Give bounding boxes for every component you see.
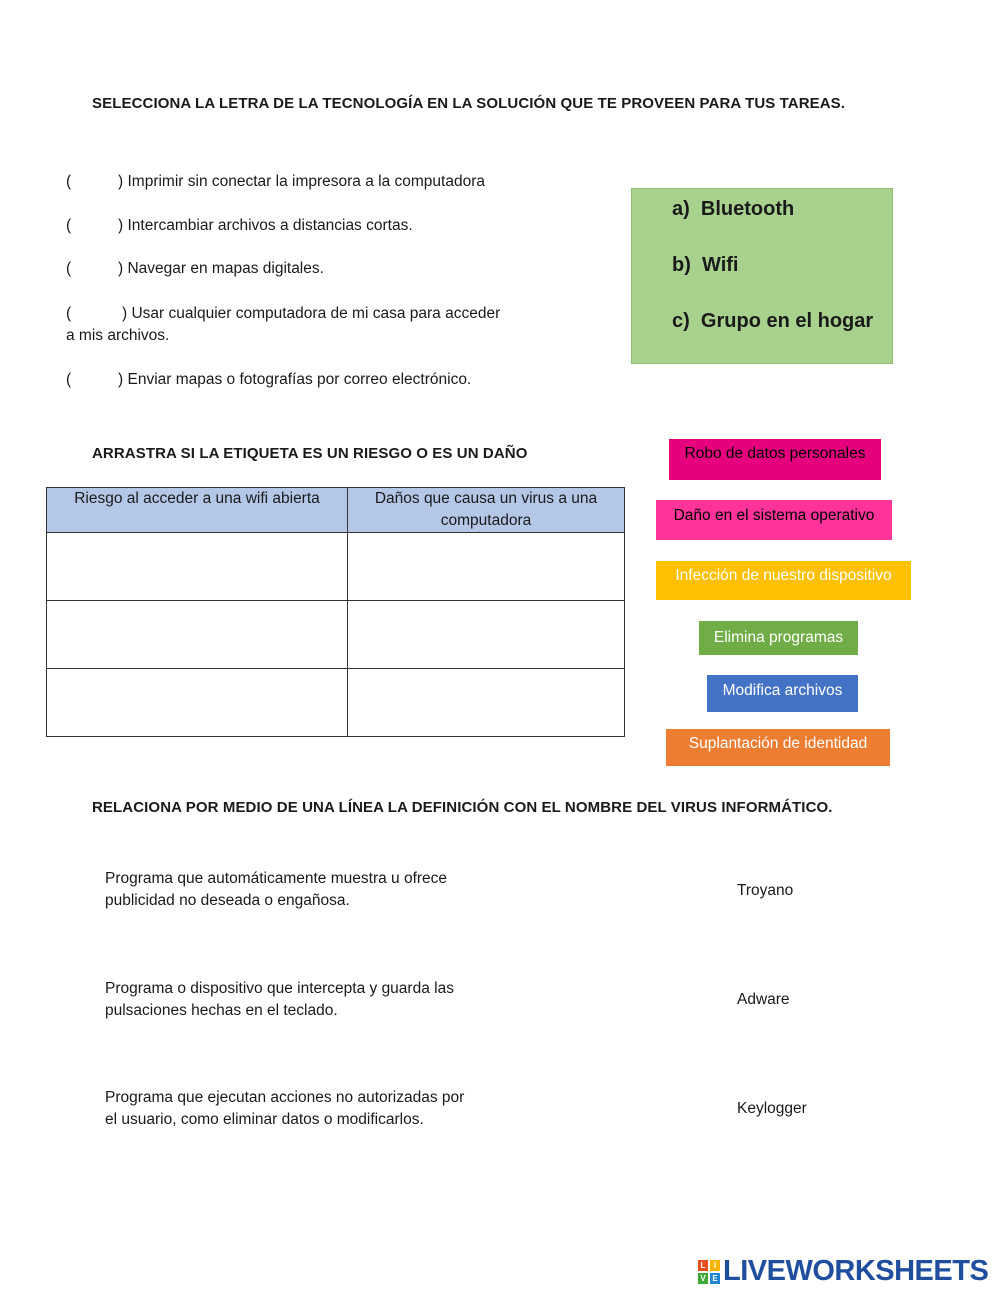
table-header-row: [47, 488, 625, 533]
answer-input-2[interactable]: [74, 216, 114, 238]
answer-input-4[interactable]: [76, 304, 116, 326]
question-1: [66, 171, 485, 193]
paren-close: ): [118, 371, 124, 388]
definition-line: pulsaciones hechas en el teclado.: [105, 1002, 338, 1019]
drop-zone[interactable]: [348, 669, 625, 737]
option-a: [672, 198, 794, 221]
drop-zone[interactable]: [47, 601, 348, 669]
logo-letter: V: [698, 1273, 708, 1284]
virus-name-troyano[interactable]: Troyano: [737, 882, 794, 899]
option-letter: a): [672, 198, 690, 220]
option-b: [672, 254, 739, 277]
paren-close: ): [118, 173, 124, 190]
section2-heading: ARRASTRA SI LA ETIQUETA ES UN RIESGO O ES UN DAÑO: [92, 445, 528, 462]
liveworksheets-logo: [698, 1255, 988, 1288]
logo-letter: L: [698, 1260, 708, 1271]
drag-tag-infeccion[interactable]: Infección de nuestro dispositivo: [656, 561, 911, 600]
option-letter: c): [672, 310, 690, 332]
section1-heading: SELECCIONA LA LETRA DE LA TECNOLOGÍA EN LA SOLUCIÓN QUE TE PROVEEN PARA TUS TAREAS.: [92, 95, 846, 112]
answer-input-5[interactable]: [74, 370, 114, 392]
answer-input-1[interactable]: [74, 172, 114, 194]
question-text: Enviar mapas o fotografías por correo electrónico.: [127, 371, 472, 388]
brand-text: LIVEWORKSHEETS: [723, 1255, 989, 1287]
question-text: Usar cualquier computadora de mi casa para acceder: [131, 305, 501, 322]
column-header-line: computadora: [440, 512, 532, 529]
definition-1[interactable]: [105, 868, 485, 912]
drop-zone[interactable]: [47, 533, 348, 601]
column-header-risk: Riesgo al acceder a una wifi abierta: [47, 488, 348, 533]
logo-letter: I: [710, 1260, 720, 1271]
definition-line: Programa o dispositivo que intercepta y guarda las: [105, 980, 454, 997]
question-2: [66, 215, 413, 237]
option-label: Bluetooth: [700, 198, 795, 220]
answer-input-3[interactable]: [74, 259, 114, 281]
drop-zone[interactable]: [348, 533, 625, 601]
paren-close: ): [122, 305, 128, 322]
table-row: [47, 533, 625, 601]
section3-heading: RELACIONA POR MEDIO DE UNA LÍNEA LA DEFINICIÓN CON EL NOMBRE DEL VIRUS INFORMÁTICO.: [92, 799, 833, 816]
definition-line: publicidad no deseada o engañosa.: [105, 892, 350, 909]
logo-mark-icon: [698, 1260, 720, 1284]
definition-line: Programa que ejecutan acciones no autorizadas por: [105, 1089, 465, 1106]
question-4: [66, 303, 500, 347]
column-header-damage: [348, 488, 625, 533]
question-text-cont: a mis archivos.: [66, 327, 170, 344]
paren-open: (: [66, 173, 72, 190]
drag-tag-dano-sistema[interactable]: Daño en el sistema operativo: [656, 500, 892, 540]
definition-3[interactable]: [105, 1087, 485, 1131]
paren-close: ): [118, 217, 124, 234]
paren-open: (: [66, 217, 72, 234]
definition-line: Programa que automáticamente muestra u ofrece: [105, 870, 448, 887]
table-row: [47, 601, 625, 669]
drop-zone[interactable]: [348, 601, 625, 669]
option-c: [672, 310, 873, 333]
paren-open: (: [66, 371, 72, 388]
paren-open: (: [66, 305, 72, 322]
definition-2[interactable]: [105, 978, 485, 1022]
option-letter: b): [672, 254, 691, 276]
drop-table: [46, 487, 625, 737]
question-text: Imprimir sin conectar la impresora a la computadora: [127, 173, 485, 190]
question-text: Navegar en mapas digitales.: [127, 260, 324, 277]
drag-tag-suplantacion[interactable]: Suplantación de identidad: [666, 729, 890, 766]
logo-letter: E: [710, 1273, 720, 1284]
option-label: Grupo en el hogar: [700, 310, 874, 332]
drag-tag-robo-datos[interactable]: Robo de datos personales: [669, 439, 881, 480]
question-5: [66, 369, 471, 391]
drag-tag-modifica-archivos[interactable]: Modifica archivos: [707, 675, 858, 712]
column-header-line: Daños que causa un virus a una: [374, 490, 598, 507]
virus-name-adware[interactable]: Adware: [737, 991, 790, 1008]
option-label: Wifi: [702, 254, 739, 276]
paren-open: (: [66, 260, 72, 277]
drag-tag-elimina-programas[interactable]: Elimina programas: [699, 621, 858, 655]
definition-line: el usuario, como eliminar datos o modificarlos.: [105, 1111, 424, 1128]
question-text: Intercambiar archivos a distancias cortas.: [127, 217, 413, 234]
paren-close: ): [118, 260, 124, 277]
table-row: [47, 669, 625, 737]
virus-name-keylogger[interactable]: Keylogger: [737, 1100, 807, 1117]
options-box: [631, 188, 893, 364]
drop-zone[interactable]: [47, 669, 348, 737]
